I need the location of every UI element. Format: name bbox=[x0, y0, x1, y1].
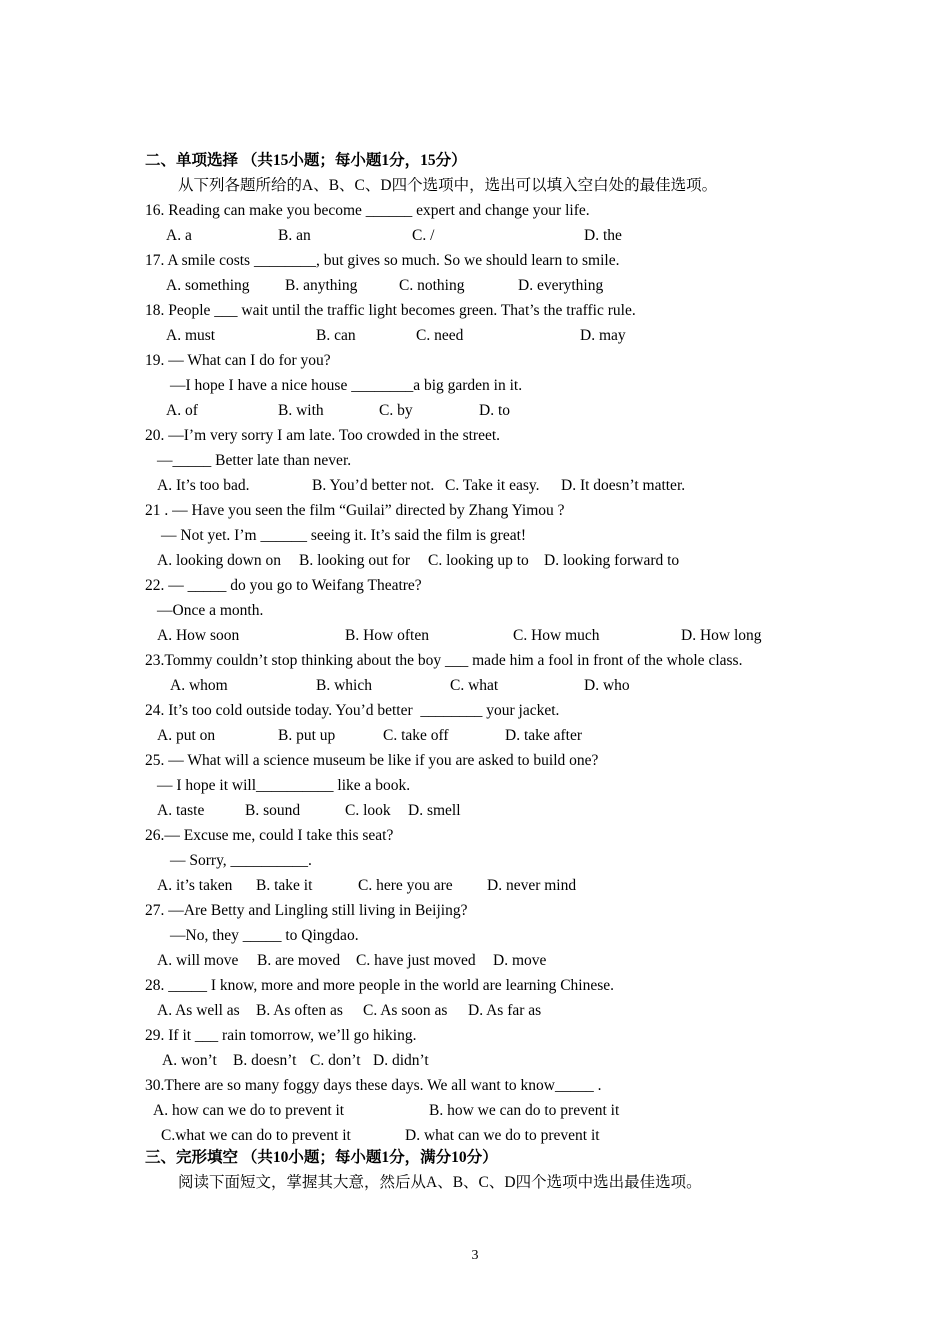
option: A. It’s too bad. bbox=[157, 477, 250, 494]
option: B. anything bbox=[285, 277, 358, 294]
option: A. taste bbox=[157, 802, 205, 819]
option: A. How soon bbox=[157, 627, 240, 644]
question-stem: 21 . — Have you seen the film “Guilai” directed by Zhang Yimou ? bbox=[145, 502, 565, 519]
option: A. must bbox=[166, 327, 216, 344]
question-stem: 28. _____ I know, more and more people in the world are learning Chinese. bbox=[145, 977, 615, 994]
option: A. put on bbox=[157, 727, 216, 744]
question-reply: —_____ Better late than never. bbox=[157, 452, 352, 469]
option: C. looking up to bbox=[428, 552, 529, 569]
option: C. here you are bbox=[358, 877, 453, 894]
option: B. can bbox=[316, 327, 356, 344]
question-stem: 24. It’s too cold outside today. You’d better ________ your jacket. bbox=[145, 702, 560, 719]
option: C. look bbox=[345, 802, 391, 819]
question-reply: —No, they _____ to Qingdao. bbox=[170, 927, 359, 944]
option: D. move bbox=[493, 952, 547, 969]
option: A. of bbox=[166, 402, 198, 419]
option: D. smell bbox=[408, 802, 461, 819]
option: A. whom bbox=[170, 677, 228, 694]
option: C. don’t bbox=[310, 1052, 361, 1069]
option: D. How long bbox=[681, 627, 762, 644]
question-stem: 29. If it ___ rain tomorrow, we’ll go hiking. bbox=[145, 1027, 417, 1044]
option: A. a bbox=[166, 227, 192, 244]
option: D. may bbox=[580, 327, 626, 344]
option: D. looking forward to bbox=[544, 552, 680, 569]
option: A. it’s taken bbox=[157, 877, 233, 894]
section-title: 三、完形填空 （共10小题；每小题1分，满分10分） bbox=[145, 1149, 498, 1166]
option: C. need bbox=[416, 327, 464, 344]
option: B. doesn’t bbox=[233, 1052, 297, 1069]
option: C. How much bbox=[513, 627, 600, 644]
question-reply: —I hope I have a nice house ________a big garden in it. bbox=[170, 377, 523, 394]
option: B. take it bbox=[256, 877, 313, 894]
option: D. didn’t bbox=[373, 1052, 429, 1069]
question-reply: — Not yet. I’m ______ seeing it. It’s said the film is great! bbox=[161, 527, 527, 544]
option: B. put up bbox=[278, 727, 336, 744]
option: A. how can we do to prevent it bbox=[153, 1102, 345, 1119]
option: B. As often as bbox=[256, 1002, 343, 1019]
option: B. looking out for bbox=[299, 552, 411, 569]
option: D. who bbox=[584, 677, 630, 694]
option: B. an bbox=[278, 227, 311, 244]
question-stem: 19. — What can I do for you? bbox=[145, 352, 331, 369]
option: B. You’d better not. bbox=[312, 477, 435, 494]
option: A. As well as bbox=[157, 1002, 240, 1019]
question-stem: 25. — What will a science museum be like if you are asked to build one? bbox=[145, 752, 599, 769]
option: A. something bbox=[166, 277, 250, 294]
option: C. by bbox=[379, 402, 413, 419]
question-stem: 18. People ___ wait until the traffic light becomes green. That’s the traffic rule. bbox=[145, 302, 636, 319]
option: C. / bbox=[412, 227, 435, 244]
option: D. never mind bbox=[487, 877, 577, 894]
page-number: 3 bbox=[471, 1248, 479, 1263]
question-reply: — I hope it will__________ like a book. bbox=[157, 777, 411, 794]
option: C. Take it easy. bbox=[445, 477, 540, 494]
question-stem: 20. —I’m very sorry I am late. Too crowded in the street. bbox=[145, 427, 501, 444]
option: A. will move bbox=[157, 952, 239, 969]
option: C. what bbox=[450, 677, 499, 694]
question-reply: —Once a month. bbox=[157, 602, 264, 619]
question-stem: 22. — _____ do you go to Weifang Theatre? bbox=[145, 577, 422, 594]
option: D. As far as bbox=[468, 1002, 542, 1019]
option: D. It doesn’t matter. bbox=[561, 477, 686, 494]
question-stem: 27. —Are Betty and Lingling still living in Beijing? bbox=[145, 902, 468, 919]
question-stem: 26.— Excuse me, could I take this seat? bbox=[145, 827, 394, 844]
section-instruction: 从下列各题所给的A、B、C、D四个选项中，选出可以填入空白处的最佳选项。 bbox=[178, 177, 718, 194]
option: C. have just moved bbox=[356, 952, 476, 969]
option: D. take after bbox=[505, 727, 583, 744]
option: D. the bbox=[584, 227, 622, 244]
option: B. are moved bbox=[257, 952, 341, 969]
question-stem: 17. A smile costs ________, but gives so much. So we should learn to smile. bbox=[145, 252, 620, 269]
option: C.what we can do to prevent it bbox=[161, 1127, 351, 1144]
option: B. how we can do to prevent it bbox=[429, 1102, 620, 1119]
option: B. How often bbox=[345, 627, 429, 644]
option: C. take off bbox=[383, 727, 449, 744]
section-instruction: 阅读下面短文，掌握其大意，然后从A、B、C、D四个选项中选出最佳选项。 bbox=[178, 1174, 702, 1191]
question-stem: 30.There are so many foggy days these days. We all want to know_____ . bbox=[145, 1077, 602, 1094]
option: C. As soon as bbox=[363, 1002, 448, 1019]
question-stem: 16. Reading can make you become ______ expert and change your life. bbox=[145, 202, 590, 219]
option: B. with bbox=[278, 402, 324, 419]
option: D. what can we do to prevent it bbox=[405, 1127, 600, 1144]
option: B. sound bbox=[245, 802, 301, 819]
option: A. won’t bbox=[162, 1052, 217, 1069]
option: D. to bbox=[479, 402, 510, 419]
question-stem: 23.Tommy couldn’t stop thinking about the boy ___ made him a fool in front of the whole class. bbox=[145, 652, 743, 669]
option: C. nothing bbox=[399, 277, 465, 294]
question-reply: — Sorry, __________. bbox=[170, 852, 312, 869]
option: B. which bbox=[316, 677, 372, 694]
option: D. everything bbox=[518, 277, 604, 294]
section-title: 二、单项选择 （共15小题；每小题1分，15分） bbox=[145, 152, 467, 169]
option: A. looking down on bbox=[157, 552, 281, 569]
